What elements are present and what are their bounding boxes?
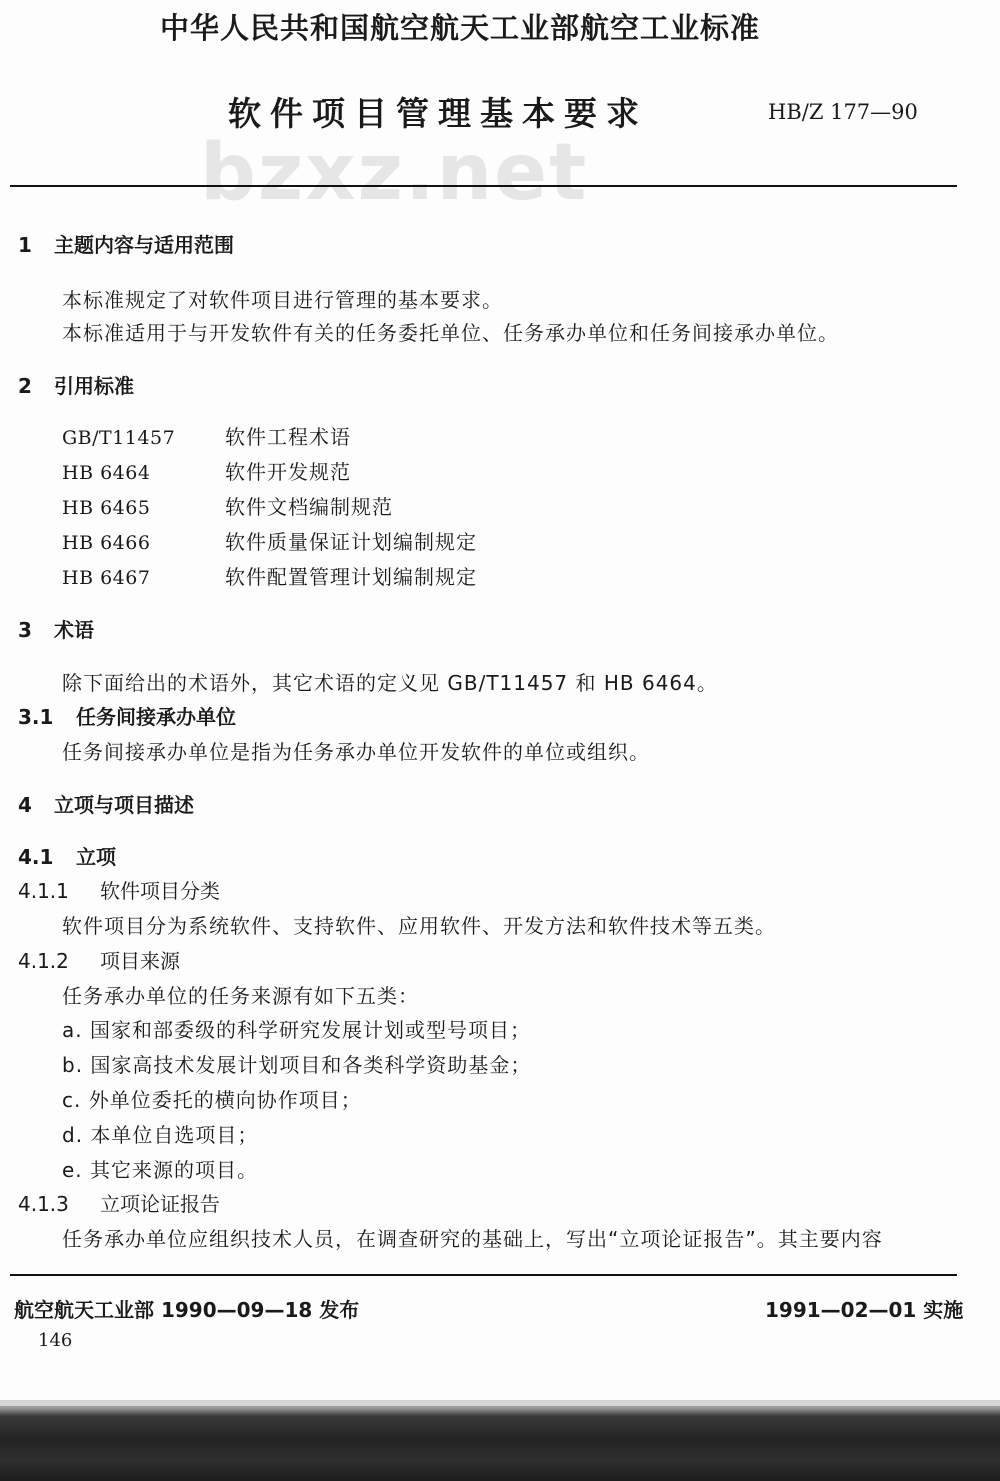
reference-code: GB/T11457 [62,427,176,449]
section-2-heading [18,370,134,399]
section-title: 立项 [76,845,116,869]
issuing-organization: 中华人民共和国航空航天工业部航空工业标准 [159,11,760,45]
paragraph: 任务间接承办单位是指为任务承办单位开发软件的单位或组织。 [62,740,650,764]
section-title: 引用标准 [54,374,134,398]
reference-code: HB 6464 [62,462,151,484]
list-item: d. 本单位自选项目； [62,1123,259,1147]
paragraph: 除下面给出的术语外，其它术语的定义见 GB/T11457 和 HB 6464。 [62,671,718,695]
reference-name: 软件质量保证计划编制规定 [225,530,477,554]
footer-rule [10,1274,957,1276]
reference-row [62,561,477,590]
scan-background-edge [0,1400,1000,1481]
subsection-4-1-3-heading [18,1188,220,1217]
section-title: 软件项目分类 [100,879,220,903]
watermark: bzxz.net [200,128,589,218]
reference-row [62,421,351,450]
section-number: 4.1.1 [18,879,69,903]
paragraph: 任务承办单位的任务来源有如下五类： [62,984,419,1008]
section-title: 立项与项目描述 [54,793,194,817]
subsection-3-1-heading [18,701,236,730]
subsection-4-1-2-heading [18,945,180,974]
list-item: c. 外单位委托的横向协作项目； [62,1088,362,1112]
publication-info: 航空航天工业部 1990—09—18 发布 [14,1298,360,1322]
reference-code: HB 6467 [62,567,151,589]
paragraph: 软件项目分为系统软件、支持软件、应用软件、开发方法和软件技术等五类。 [62,914,776,938]
subsection-4-1-heading [18,841,116,870]
section-number: 4.1.2 [18,949,69,973]
section-title: 立项论证报告 [100,1192,220,1216]
page-number: 146 [38,1330,73,1351]
list-item: a. 国家和部委级的科学研究发展计划或型号项目； [62,1018,531,1042]
section-number: 3.1 [18,705,54,729]
section-number: 4 [18,793,32,817]
reference-name: 软件工程术语 [225,425,351,449]
reference-code: HB 6465 [62,497,151,519]
reference-row [62,491,393,520]
section-3-heading [18,614,94,643]
reference-code: HB 6466 [62,532,151,554]
section-number: 1 [18,233,32,257]
list-item: b. 国家高技术发展计划项目和各类科学资助基金； [62,1053,532,1077]
section-title: 项目来源 [100,949,180,973]
section-number: 2 [18,374,32,398]
standard-code: HB/Z 177—90 [768,100,918,124]
reference-name: 软件开发规范 [225,460,351,484]
header-rule [10,185,957,187]
reference-row [62,526,477,555]
reference-name: 软件文档编制规范 [225,495,393,519]
section-4-heading [18,789,194,818]
reference-row [62,456,351,485]
section-number: 3 [18,618,32,642]
paragraph: 任务承办单位应组织技术人员，在调查研究的基础上，写出“立项论证报告”。其主要内容 [62,1227,883,1251]
section-number: 4.1 [18,845,54,869]
page-edge-shadow [0,1400,1000,1406]
paragraph: 本标准适用于与开发软件有关的任务委托单位、任务承办单位和任务间接承办单位。 [62,321,839,345]
reference-name: 软件配置管理计划编制规定 [225,565,477,589]
effective-date: 1991—02—01 实施 [765,1298,964,1322]
document-title: 软件项目管理基本要求 [228,94,648,133]
section-title: 任务间接承办单位 [76,705,236,729]
subsection-4-1-1-heading [18,875,220,904]
section-title: 术语 [54,618,94,642]
paragraph: 本标准规定了对软件项目进行管理的基本要求。 [62,288,503,312]
section-number: 4.1.3 [18,1192,69,1216]
section-title: 主题内容与适用范围 [54,233,234,257]
list-item: e. 其它来源的项目。 [62,1158,259,1182]
section-1-heading [18,229,234,258]
